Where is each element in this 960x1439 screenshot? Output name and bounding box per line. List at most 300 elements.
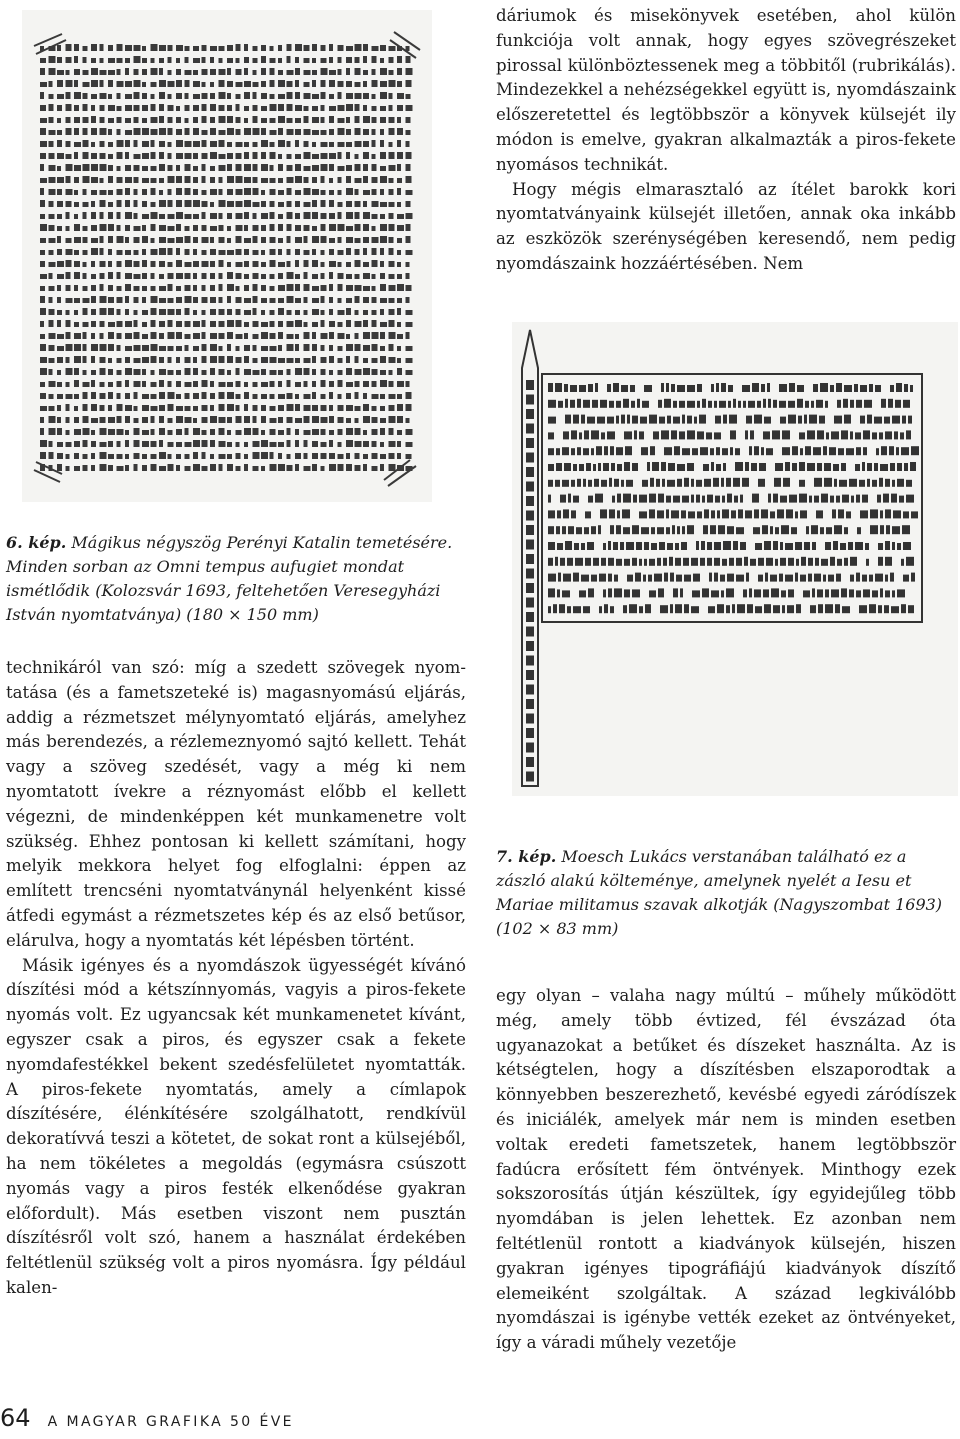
square-glyph (295, 249, 300, 255)
square-glyph (117, 106, 122, 111)
square-glyph (355, 296, 360, 303)
square-glyph (74, 80, 78, 87)
poem-glyph (743, 589, 747, 597)
square-glyph (117, 429, 124, 435)
poem-glyph (746, 416, 752, 424)
square-glyph (74, 285, 78, 291)
poem-glyph (767, 383, 770, 392)
square-glyph (151, 68, 158, 75)
square-glyph (312, 322, 318, 327)
square-glyph (117, 189, 123, 195)
square-glyph (270, 260, 276, 267)
poem-glyph (753, 527, 760, 534)
poem-glyph (764, 541, 771, 550)
square-glyph (83, 404, 88, 411)
square-glyph (193, 418, 197, 423)
square-glyph (100, 58, 104, 63)
square-glyph (372, 129, 376, 135)
square-glyph (142, 58, 147, 63)
square-glyph (253, 334, 259, 339)
poem-glyph (677, 385, 685, 392)
square-glyph (380, 394, 385, 399)
square-glyph (287, 465, 293, 471)
poem-glyph (568, 526, 574, 534)
square-glyph (236, 357, 242, 363)
poem-glyph (664, 447, 672, 455)
square-glyph (142, 249, 146, 255)
square-glyph (83, 93, 88, 99)
square-glyph (108, 236, 113, 243)
poem-glyph (726, 605, 730, 613)
square-glyph (261, 357, 268, 363)
square-glyph (389, 152, 395, 159)
square-glyph (193, 464, 200, 471)
square-glyph (142, 297, 146, 303)
poem-glyph (759, 463, 766, 471)
poem-glyph (583, 400, 590, 408)
square-glyph (66, 404, 70, 411)
square-glyph (295, 320, 302, 327)
square-glyph (236, 368, 240, 375)
square-glyph (185, 285, 191, 291)
square-glyph (49, 130, 56, 135)
poem-glyph (800, 575, 806, 582)
square-glyph (210, 416, 217, 423)
poem-glyph (779, 401, 786, 408)
poem-glyph (830, 557, 835, 566)
poem-glyph (819, 416, 825, 424)
poem-glyph (726, 478, 731, 487)
poem-glyph (612, 496, 615, 503)
square-glyph (372, 297, 377, 303)
poem-glyph (617, 464, 622, 471)
poem-glyph (696, 480, 702, 487)
square-glyph (244, 261, 249, 267)
square-glyph (83, 308, 88, 315)
square-glyph (261, 225, 266, 231)
square-glyph (74, 165, 81, 171)
square-glyph (304, 260, 309, 267)
square-glyph (287, 118, 293, 123)
square-glyph (244, 382, 248, 387)
square-glyph (151, 429, 155, 435)
square-glyph (83, 212, 87, 219)
square-glyph (261, 178, 268, 183)
square-glyph (295, 453, 301, 459)
square-glyph (329, 57, 333, 63)
square-glyph (406, 190, 413, 195)
square-glyph (380, 152, 386, 159)
square-glyph (321, 250, 325, 255)
square-glyph (253, 46, 258, 51)
square-glyph (125, 346, 132, 351)
square-glyph (346, 165, 352, 171)
square-glyph (83, 298, 90, 303)
square-glyph (261, 332, 268, 339)
square-glyph (66, 104, 72, 111)
square-glyph (91, 370, 96, 375)
square-glyph (100, 333, 104, 339)
square-glyph (338, 81, 344, 87)
square-glyph (295, 394, 299, 399)
square-glyph (355, 93, 362, 99)
square-glyph (66, 466, 70, 471)
square-glyph (134, 406, 138, 411)
poem-glyph (911, 446, 919, 455)
square-glyph (159, 346, 166, 351)
poem-glyph (774, 478, 781, 487)
poem-glyph (560, 495, 566, 503)
square-glyph (338, 212, 342, 219)
square-glyph (151, 129, 158, 135)
square-glyph (355, 465, 361, 471)
poem-glyph (627, 415, 630, 424)
square-glyph (134, 440, 140, 447)
square-glyph (363, 416, 370, 423)
square-glyph (304, 225, 310, 231)
square-glyph (406, 201, 411, 207)
square-glyph (185, 236, 191, 243)
square-glyph (40, 153, 46, 159)
poem-glyph (848, 542, 853, 550)
square-glyph (202, 452, 206, 459)
square-glyph (57, 45, 61, 51)
square-glyph (295, 298, 301, 303)
square-glyph (91, 68, 98, 75)
square-glyph (210, 141, 217, 147)
poem-glyph (613, 383, 619, 392)
square-glyph (227, 250, 234, 255)
square-glyph (159, 92, 165, 99)
pole-glyph (526, 656, 534, 666)
poem-glyph (577, 479, 581, 487)
square-glyph (287, 201, 292, 207)
square-glyph (397, 178, 402, 183)
square-glyph (236, 249, 242, 255)
square-glyph (346, 393, 351, 399)
square-glyph (278, 394, 285, 399)
square-glyph (185, 128, 190, 135)
square-glyph (406, 224, 411, 231)
poem-glyph (579, 432, 582, 439)
poem-glyph (624, 462, 630, 471)
square-glyph (210, 152, 217, 159)
square-glyph (338, 224, 345, 231)
square-glyph (83, 57, 87, 63)
square-glyph (295, 176, 302, 183)
square-glyph (100, 117, 105, 123)
poem-glyph (866, 559, 869, 566)
square-glyph (66, 226, 70, 231)
poem-glyph (562, 526, 566, 534)
poem-glyph (726, 588, 734, 597)
square-glyph (185, 296, 192, 303)
square-glyph (142, 225, 146, 231)
square-glyph (117, 370, 122, 375)
poem-glyph (785, 543, 793, 550)
poem-glyph (733, 478, 740, 487)
square-glyph (270, 298, 276, 303)
square-glyph (355, 356, 359, 363)
square-glyph (219, 154, 226, 159)
square-glyph (66, 128, 72, 135)
poem-glyph (865, 543, 869, 550)
square-glyph (134, 250, 139, 255)
square-glyph (236, 201, 243, 207)
square-glyph (295, 105, 302, 111)
square-glyph (227, 176, 234, 183)
poem-glyph (670, 573, 674, 582)
square-glyph (159, 190, 163, 195)
square-glyph (91, 58, 96, 63)
poem-glyph (843, 399, 848, 408)
poem-glyph (906, 430, 911, 439)
square-glyph (210, 226, 217, 231)
square-glyph (108, 465, 113, 471)
square-glyph (159, 333, 164, 339)
poem-glyph (616, 559, 622, 566)
square-glyph (406, 262, 410, 267)
square-glyph (270, 68, 275, 75)
poem-glyph (780, 542, 783, 550)
poem-glyph (729, 558, 734, 566)
poem-glyph (880, 510, 883, 518)
poem-glyph (642, 480, 648, 487)
square-glyph (295, 68, 300, 75)
square-glyph (278, 405, 284, 411)
poem-glyph (742, 478, 749, 487)
square-glyph (338, 442, 342, 447)
poem-glyph (829, 447, 836, 455)
poem-glyph (610, 446, 614, 455)
square-glyph (406, 56, 411, 63)
square-glyph (219, 165, 226, 171)
square-glyph (142, 189, 147, 195)
square-glyph (346, 428, 353, 435)
poem-glyph (897, 463, 902, 471)
square-glyph (397, 430, 402, 435)
poem-glyph (714, 573, 718, 582)
square-glyph (168, 320, 173, 327)
square-glyph (74, 117, 80, 123)
square-glyph (40, 357, 47, 363)
square-glyph (159, 416, 164, 423)
square-glyph (295, 225, 301, 231)
poem-glyph (799, 462, 805, 471)
square-glyph (159, 452, 166, 459)
poem-glyph (625, 446, 632, 455)
square-glyph (380, 129, 384, 135)
square-glyph (287, 428, 291, 435)
square-glyph (227, 370, 231, 375)
square-glyph (329, 106, 336, 111)
poem-glyph (788, 589, 794, 597)
poem-glyph (895, 400, 901, 408)
square-glyph (125, 200, 130, 207)
poem-glyph (735, 462, 743, 471)
poem-glyph (770, 575, 777, 582)
poem-glyph (603, 463, 609, 471)
square-glyph (329, 332, 334, 339)
square-glyph (193, 249, 197, 255)
square-glyph (406, 404, 412, 411)
square-glyph (295, 237, 302, 243)
square-glyph (363, 464, 367, 471)
poem-glyph (775, 527, 779, 534)
poem-glyph (679, 401, 685, 408)
square-glyph (193, 297, 198, 303)
poem-glyph (601, 558, 606, 566)
square-glyph (193, 333, 200, 339)
poem-glyph (632, 558, 637, 566)
square-glyph (125, 430, 129, 435)
poem-glyph (814, 574, 821, 582)
square-glyph (57, 80, 63, 87)
pole-glyph (526, 511, 534, 521)
poem-glyph (839, 480, 847, 487)
poem-glyph (604, 446, 608, 455)
poem-glyph (791, 527, 797, 534)
square-glyph (304, 250, 310, 255)
poem-glyph (891, 606, 899, 613)
square-glyph (40, 344, 46, 351)
square-glyph (134, 45, 141, 51)
square-glyph (253, 394, 258, 399)
square-glyph (321, 453, 327, 459)
square-glyph (304, 430, 311, 435)
square-glyph (83, 189, 87, 195)
square-glyph (151, 58, 155, 63)
square-glyph (134, 418, 139, 423)
square-glyph (321, 176, 325, 183)
square-glyph (236, 117, 241, 123)
right-bottom-column (496, 984, 956, 1356)
square-glyph (49, 214, 55, 219)
square-glyph (202, 116, 207, 123)
square-glyph (329, 261, 336, 267)
poem-glyph (749, 588, 752, 597)
poem-glyph (657, 510, 664, 518)
square-glyph (312, 117, 319, 123)
square-glyph (236, 189, 243, 195)
square-glyph (304, 322, 308, 327)
poem-glyph (834, 525, 842, 534)
square-glyph (355, 154, 359, 159)
square-glyph (304, 284, 310, 291)
square-glyph (91, 128, 97, 135)
poem-glyph (687, 525, 694, 534)
poem-glyph (850, 431, 853, 439)
square-glyph (261, 262, 266, 267)
poem-glyph (897, 589, 905, 597)
square-glyph (176, 248, 180, 255)
square-glyph (108, 224, 114, 231)
square-glyph (338, 92, 342, 99)
square-glyph (321, 45, 326, 51)
square-glyph (295, 310, 300, 315)
poem-glyph (812, 542, 816, 550)
square-glyph (100, 93, 107, 99)
square-glyph (193, 141, 200, 147)
square-glyph (142, 141, 149, 147)
square-glyph (329, 416, 334, 423)
poem-glyph (692, 590, 700, 597)
square-glyph (202, 392, 207, 399)
poem-glyph (633, 495, 637, 503)
square-glyph (329, 405, 333, 411)
square-glyph (355, 164, 361, 171)
poem-glyph (831, 431, 839, 439)
square-glyph (227, 309, 232, 315)
square-glyph (151, 416, 155, 423)
square-glyph (355, 116, 360, 123)
square-glyph (321, 320, 325, 327)
square-glyph (83, 344, 87, 351)
square-glyph (91, 153, 97, 159)
square-glyph (40, 334, 45, 339)
square-glyph (176, 176, 182, 183)
square-glyph (312, 453, 318, 459)
square-glyph (321, 429, 326, 435)
poem-glyph (634, 430, 637, 439)
square-glyph (278, 358, 285, 363)
poem-glyph (746, 573, 749, 582)
figure-6-caption (6, 531, 466, 627)
square-glyph (355, 441, 362, 447)
square-glyph (91, 190, 97, 195)
poem-glyph (620, 542, 624, 550)
poem-glyph (875, 385, 881, 392)
poem-glyph (662, 479, 665, 487)
square-glyph (108, 344, 114, 351)
square-glyph (227, 272, 233, 279)
square-glyph (193, 381, 198, 387)
pole-glyph (526, 714, 534, 724)
square-glyph (287, 129, 294, 135)
square-glyph (304, 202, 311, 207)
square-glyph (40, 214, 45, 219)
square-glyph (108, 212, 113, 219)
square-glyph (91, 201, 95, 207)
square-glyph (355, 453, 360, 459)
poem-glyph (548, 606, 551, 613)
square-glyph (125, 177, 132, 183)
square-glyph (244, 200, 251, 207)
square-glyph (295, 140, 299, 147)
square-glyph (74, 56, 78, 63)
poem-glyph (910, 462, 916, 471)
poem-glyph (754, 589, 761, 597)
square-glyph (236, 58, 240, 63)
square-glyph (304, 116, 309, 123)
square-glyph (244, 118, 248, 123)
magic-square-image (22, 10, 432, 502)
square-glyph (219, 392, 225, 399)
poem-glyph (548, 400, 556, 408)
square-glyph (338, 202, 343, 207)
figure-7-caption (496, 845, 958, 941)
poem-glyph (666, 383, 669, 392)
square-glyph (40, 224, 47, 231)
square-glyph (389, 464, 396, 471)
square-glyph (100, 70, 107, 75)
poem-glyph (742, 385, 750, 392)
poem-glyph (658, 494, 664, 503)
square-glyph (168, 418, 173, 423)
poem-glyph (672, 525, 675, 534)
poem-glyph (736, 527, 744, 534)
square-glyph (100, 417, 106, 423)
